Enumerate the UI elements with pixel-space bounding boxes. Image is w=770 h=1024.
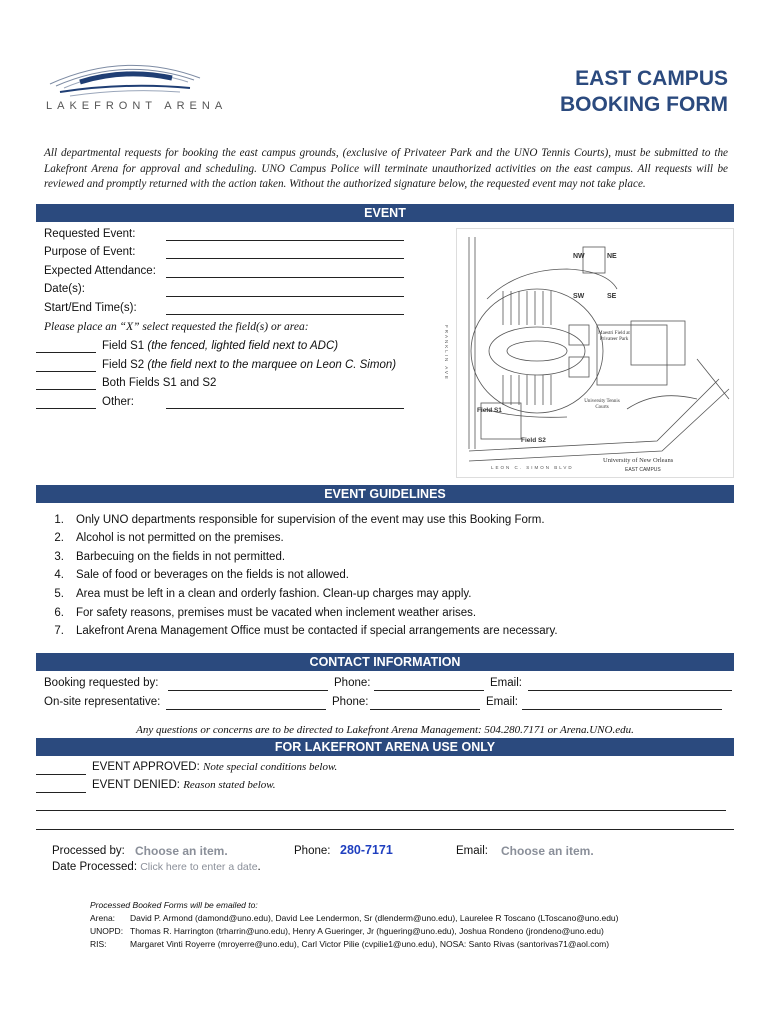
office-phone-label: Phone: [294,845,331,857]
both-fields-label: Both Fields S1 and S2 [102,377,217,389]
times-label: Start/End Time(s): [44,302,137,314]
footer-row [90,926,604,936]
map-label-field-s1: Field S1 [477,407,502,414]
title-line-1: EAST CAMPUS [575,67,728,90]
map-label-se: SE [607,293,617,300]
onsite-phone-label: Phone: [332,696,369,708]
footer-title: Processed Booked Forms will be emailed to: [90,900,258,910]
onsite-rep-field[interactable] [166,709,326,710]
field-s1-checkbox[interactable] [36,352,96,353]
both-fields-checkbox[interactable] [36,389,96,390]
onsite-rep-label: On-site representative: [44,696,161,708]
onsite-email-label: Email: [486,696,518,708]
field-s1-option [102,340,338,352]
event-approved-checkbox[interactable] [36,774,86,775]
guideline-text: Area must be left in a clean and orderly fashion. Clean-up charges may apply. [76,588,472,600]
title-line-2: BOOKING FORM [560,93,728,116]
map-label-tennis: University Tennis Courts [584,399,620,410]
event-approved-note: Note special conditions below. [203,761,338,773]
booking-phone-label: Phone: [334,677,371,689]
other-label: Other: [102,396,134,408]
guideline-text: Sale of food or beverages on the fields is not allowed. [76,569,349,581]
office-phone-value: 280-7171 [340,843,393,857]
guideline-item: 3. Barbecuing on the fields in not permitted. [54,551,286,563]
office-email-label: Email: [456,845,488,857]
guidelines-section-header: EVENT GUIDELINES [36,485,734,503]
event-denied-checkbox[interactable] [36,792,86,793]
guideline-text: Lakefront Arena Management Office must be contacted if special arrangements are necessary. [76,625,558,637]
footer-row [90,913,618,923]
attendance-label: Expected Attendance: [44,265,156,277]
contact-section-header: CONTACT INFORMATION [36,653,734,671]
campus-map [444,228,734,478]
questions-note: Any questions or concerns are to be directed to Lakefront Arena Management: 504.280.7171 or Arena.UNO.edu. [136,724,634,736]
footer-org: RIS: [90,939,107,949]
guideline-item: 1. Only UNO departments responsible for supervision of the event may use this Booking Form. [54,514,545,526]
map-label-sw: SW [573,293,585,300]
guideline-item: 5. Area must be left in a clean and orderly fashion. Clean-up charges may apply. [54,588,472,600]
attendance-field[interactable] [166,277,404,278]
field-s2-checkbox[interactable] [36,371,96,372]
event-section-header: EVENT [36,204,734,222]
event-denied-note: Reason stated below. [183,779,276,791]
event-denied-row [92,779,276,791]
date-processed-suffix: . [257,861,261,873]
date-processed-label: Date Processed: [52,861,138,873]
other-field[interactable] [166,408,404,409]
logo [40,52,228,116]
processed-by-label: Processed by: [52,845,125,857]
office-use-section-header: FOR LAKEFRONT ARENA USE ONLY [36,738,734,756]
event-approved-row [92,761,337,773]
guideline-text: Alcohol is not permitted on the premises. [76,532,284,544]
event-denied-label: EVENT DENIED: [92,779,180,791]
guideline-text: Only UNO departments responsible for supervision of the event may use this Booking Form. [76,514,545,526]
times-field[interactable] [166,314,404,315]
map-label-east-campus: EAST CAMPUS [625,467,661,473]
arena-roof-icon [40,52,210,98]
guideline-text: Barbecuing on the fields in not permitted. [76,551,286,563]
map-label-ne: NE [607,253,617,260]
date-processed-picker[interactable]: Click here to enter a date [140,861,258,873]
logo-text: LAKEFRONT ARENA [46,100,228,112]
map-label-privateer: Maestri Field at Privateer Park [598,331,630,342]
field-s2-desc: (the field next to the marquee on Leon C. Simon) [147,359,397,371]
map-label-nw: NW [573,253,585,260]
map-label-road-bottom: LEON C. SIMON BLVD [491,465,574,470]
office-email-dropdown[interactable]: Choose an item. [501,844,594,858]
conditions-line-2[interactable] [36,829,734,830]
field-s2-option [102,359,396,371]
conditions-line-1[interactable] [36,810,726,811]
form-title [560,66,728,118]
purpose-field[interactable] [166,258,404,259]
requested-event-label: Requested Event: [44,228,136,240]
guideline-item: 2. Alcohol is not permitted on the premises. [54,532,284,544]
booking-requested-label: Booking requested by: [44,677,159,689]
field-s1-label: Field S1 [102,340,145,352]
purpose-label: Purpose of Event: [44,246,136,258]
map-label-field-s2: Field S2 [521,437,546,444]
select-note: Please place an “X” select requested the field(s) or area: [44,321,309,333]
booking-email-label: Email: [490,677,522,689]
footer-contacts: Thomas R. Harrington (trharrin@uno.edu), Henry A Gueringer, Jr (hguering@uno.edu), Joshua Rondeno (jrondeno@uno.edu) [130,926,604,936]
map-label-road-left: FRANKLIN AVE [444,325,449,381]
guideline-text: For safety reasons, premises must be vacated when inclement weather arises. [76,607,477,619]
onsite-email-field[interactable] [522,709,722,710]
booking-email-field[interactable] [528,690,732,691]
footer-contacts: Margaret Vinti Royerre (mroyerre@uno.edu), Carl Victor Pilie (cvpilie1@uno.edu), NOSA: Santo Rivas (santorivas71@aol.com) [130,939,610,949]
dates-field[interactable] [166,296,404,297]
map-label-uno: University of New Orleans [603,457,674,464]
requested-event-field[interactable] [166,240,404,241]
footer-org: UNOPD: [90,926,124,936]
onsite-phone-field[interactable] [370,709,480,710]
footer-contacts: David P. Armond (damond@uno.edu), David Lee Lendermon, Sr (dlenderm@uno.edu), Laurelee R Toscano (LToscano@uno.edu) [130,913,619,923]
field-s2-label: Field S2 [102,359,145,371]
field-s1-desc: (the fenced, lighted field next to ADC) [147,340,339,352]
guideline-item: 6. For safety reasons, premises must be vacated when inclement weather arises. [54,607,477,619]
intro-paragraph: All departmental requests for booking the east campus grounds, (exclusive of Privateer Park and the UNO Tennis Courts), must be submitted to the Lakefront Arena for approval and scheduling. UNO Campus Police will terminate unauthorized activities on the east campus. All requests will be reviewed and promptly returned with the action taken. Without the authorized signature below, the requested event may not take place. [44,147,728,190]
event-approved-label: EVENT APPROVED: [92,761,200,773]
date-processed-row [52,861,261,873]
other-checkbox[interactable] [36,408,96,409]
guideline-item: 7. Lakefront Arena Management Office must be contacted if special arrangements are necessary. [54,625,558,637]
dates-label: Date(s): [44,283,85,295]
booking-requested-field[interactable] [168,690,328,691]
processed-by-dropdown[interactable]: Choose an item. [135,844,228,858]
footer-row [90,939,609,949]
guideline-item: 4. Sale of food or beverages on the fields is not allowed. [54,569,349,581]
campus-map-drawing [457,229,733,477]
footer-org: Arena: [90,913,116,923]
booking-phone-field[interactable] [374,690,484,691]
